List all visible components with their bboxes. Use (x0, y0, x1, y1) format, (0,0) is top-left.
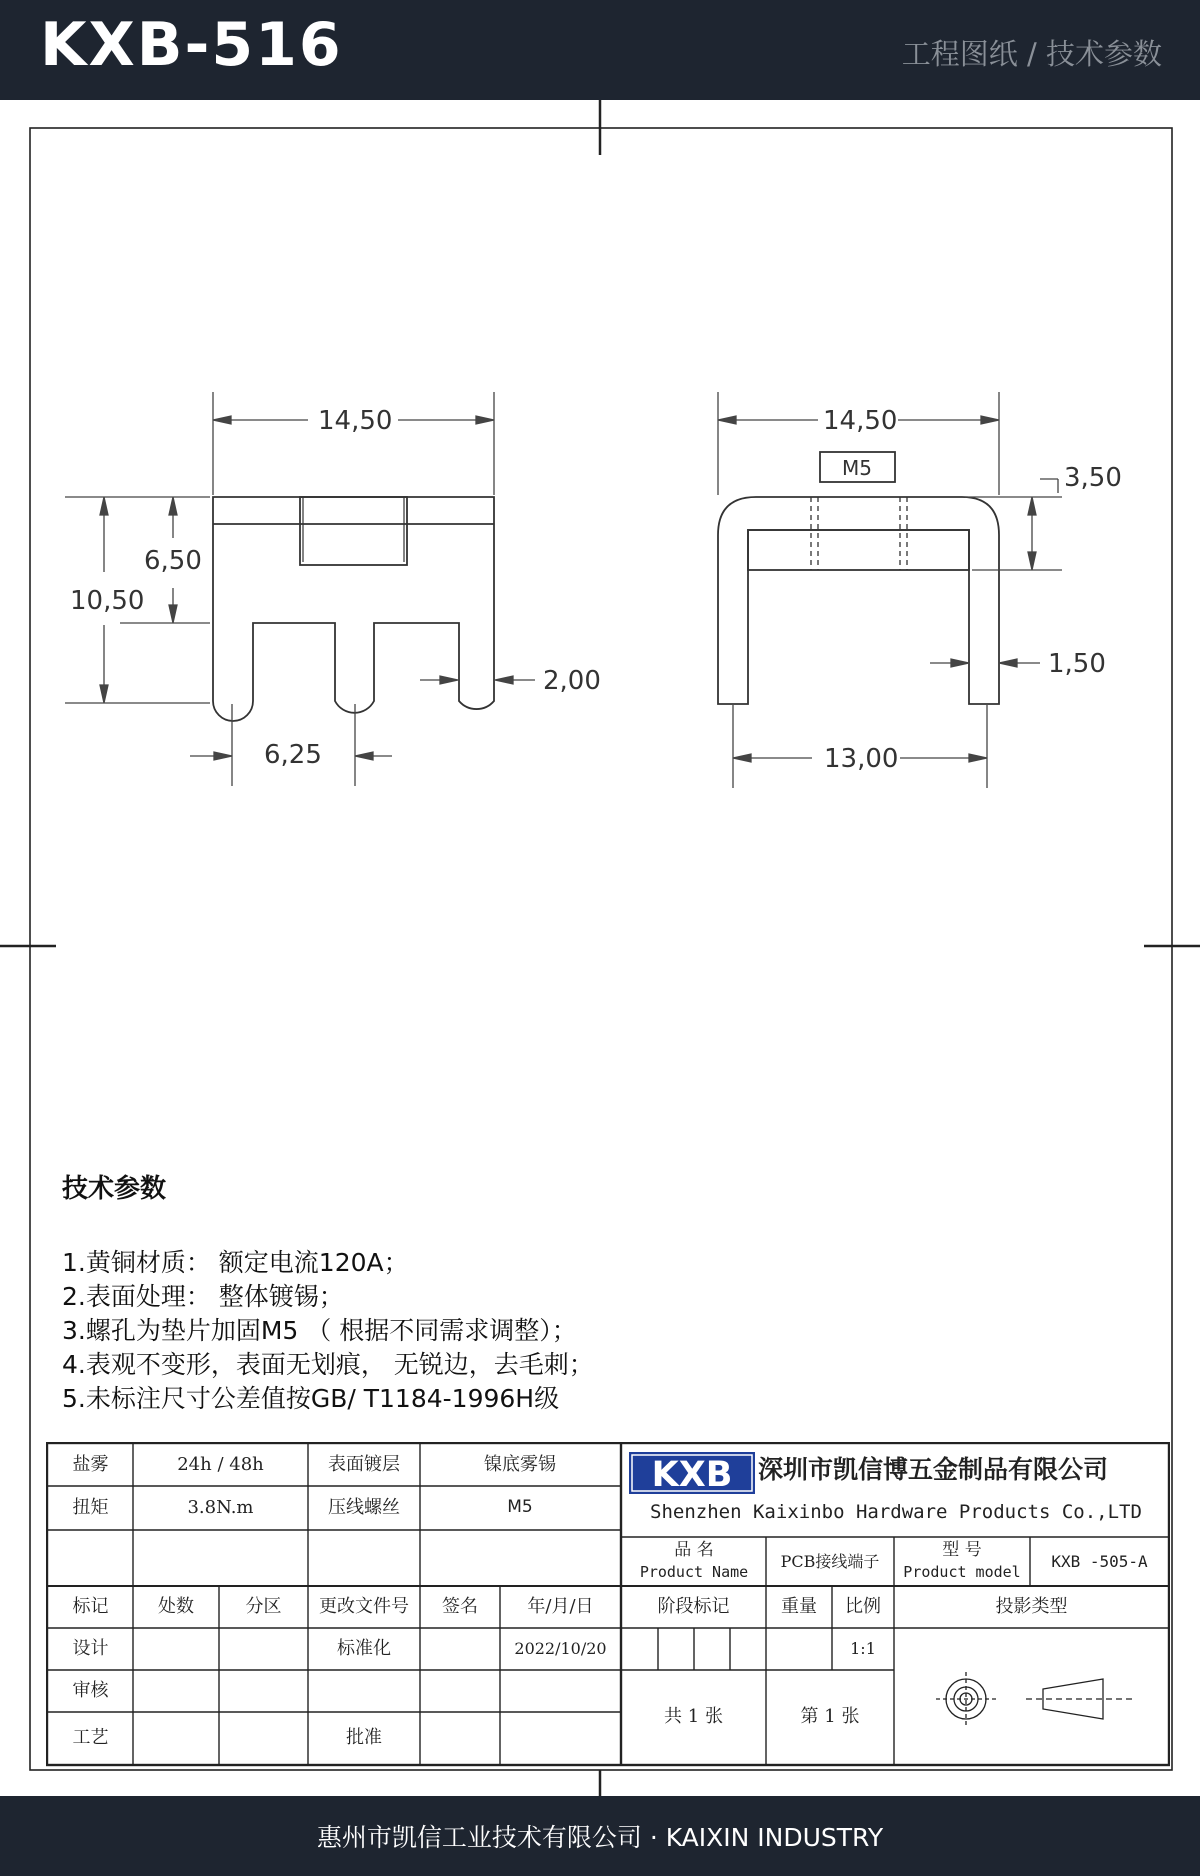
plating-label: 表面镀层 (328, 1453, 400, 1475)
company-name-en: Shenzhen Kaixinbo Hardware Products Co.,LTD (650, 1501, 1142, 1524)
drawing-sheet (0, 100, 1200, 1796)
process-label: 工艺 (72, 1727, 109, 1749)
product-name-label-cn: 品 名 (674, 1540, 714, 1561)
product-name-label-en: Product Name (639, 1563, 749, 1582)
col-zone: 分区 (245, 1595, 282, 1617)
review-label: 审核 (72, 1679, 109, 1701)
ratio-label: 比例 (845, 1595, 881, 1617)
tech-item-5: 5.未标注尺寸公差值按GB/ T1184-1996H级 (62, 1384, 560, 1413)
tech-item-1: 1.黄铜材质： 额定电流120A； (62, 1248, 409, 1277)
side-view-slot (748, 530, 969, 570)
projection-label: 投影类型 (995, 1595, 1068, 1617)
dim-front-pitch: 6,25 (264, 740, 322, 770)
col-change-doc: 更改文件号 (319, 1595, 409, 1617)
salt-spray-label: 盐雾 (72, 1453, 109, 1475)
side-view-outline (718, 497, 999, 704)
plating-value: 镍底雾锡 (484, 1453, 556, 1475)
col-mark: 标记 (72, 1595, 109, 1617)
dim-side-width: 14,50 (823, 406, 898, 436)
sheet-number: 第 1 张 (800, 1706, 860, 1728)
model-label-en: Product model (903, 1563, 1021, 1582)
design-label: 设计 (72, 1637, 109, 1659)
company-name-cn: 深圳市凯信博五金制品有限公司 (758, 1454, 1109, 1484)
scale-value: 1:1 (850, 1638, 876, 1658)
front-view-labels (70, 406, 601, 770)
tech-title: 技术参数 (62, 1174, 167, 1204)
header-bar (0, 0, 1200, 100)
kxb-logo (629, 1452, 755, 1495)
col-date: 年/月/日 (527, 1595, 594, 1617)
dim-side-wall: 1,50 (1048, 649, 1106, 679)
projection-symbol-icon (936, 1672, 1136, 1726)
salt-spray-value: 24h / 48h (177, 1453, 264, 1475)
model-value: KXB -505-A (1051, 1551, 1148, 1571)
model-label-cn: 型 号 (942, 1540, 982, 1561)
dim-side-inner: 13,00 (824, 744, 899, 774)
page-title: KXB-516 (40, 10, 343, 80)
screw-label: 压线螺丝 (328, 1496, 400, 1518)
tech-item-4: 4.表观不变形，表面无划痕， 无锐边，去毛刺； (62, 1350, 594, 1379)
dim-side-thickness: 3,50 (1064, 463, 1122, 493)
footer-text: 惠州市凯信工业技术有限公司 · KAIXIN INDUSTRY (316, 1823, 884, 1852)
torque-value: 3.8N.m (187, 1496, 254, 1518)
front-view-recess (300, 497, 407, 565)
title-block (46, 1442, 1170, 1767)
front-view-outline (213, 497, 494, 721)
dim-front-width: 14,50 (318, 406, 393, 436)
front-view (213, 497, 494, 721)
footer-bar (0, 1796, 1200, 1876)
logo-text: KXB (651, 1455, 733, 1495)
total-sheets: 共 1 张 (664, 1706, 723, 1728)
side-view-hidden-lines (811, 497, 907, 570)
tech-item-3: 3.螺孔为垫片加固M5 （ 根据不同需求调整）； (62, 1316, 577, 1345)
design-date: 2022/10/20 (514, 1638, 607, 1658)
dim-front-height: 10,50 (70, 586, 145, 616)
dim-front-slot: 2,00 (543, 666, 601, 696)
side-view-labels (823, 406, 1122, 774)
product-name-value: PCB接线端子 (780, 1551, 880, 1571)
col-count: 处数 (158, 1595, 194, 1617)
tech-item-2: 2.表面处理： 整体镀锡； (62, 1282, 344, 1311)
approve-label: 批准 (346, 1727, 382, 1749)
thread-label: M5 (842, 456, 872, 480)
col-sign: 签名 (442, 1595, 478, 1617)
page-subtitle: 工程图纸 / 技术参数 (901, 37, 1162, 71)
stage-mark-label: 阶段标记 (657, 1595, 730, 1617)
screw-value: M5 (507, 1497, 533, 1518)
weight-label: 重量 (781, 1595, 817, 1617)
standardize-label: 标准化 (337, 1637, 391, 1659)
dim-front-upper: 6,50 (144, 546, 202, 576)
torque-label: 扭矩 (72, 1496, 109, 1518)
